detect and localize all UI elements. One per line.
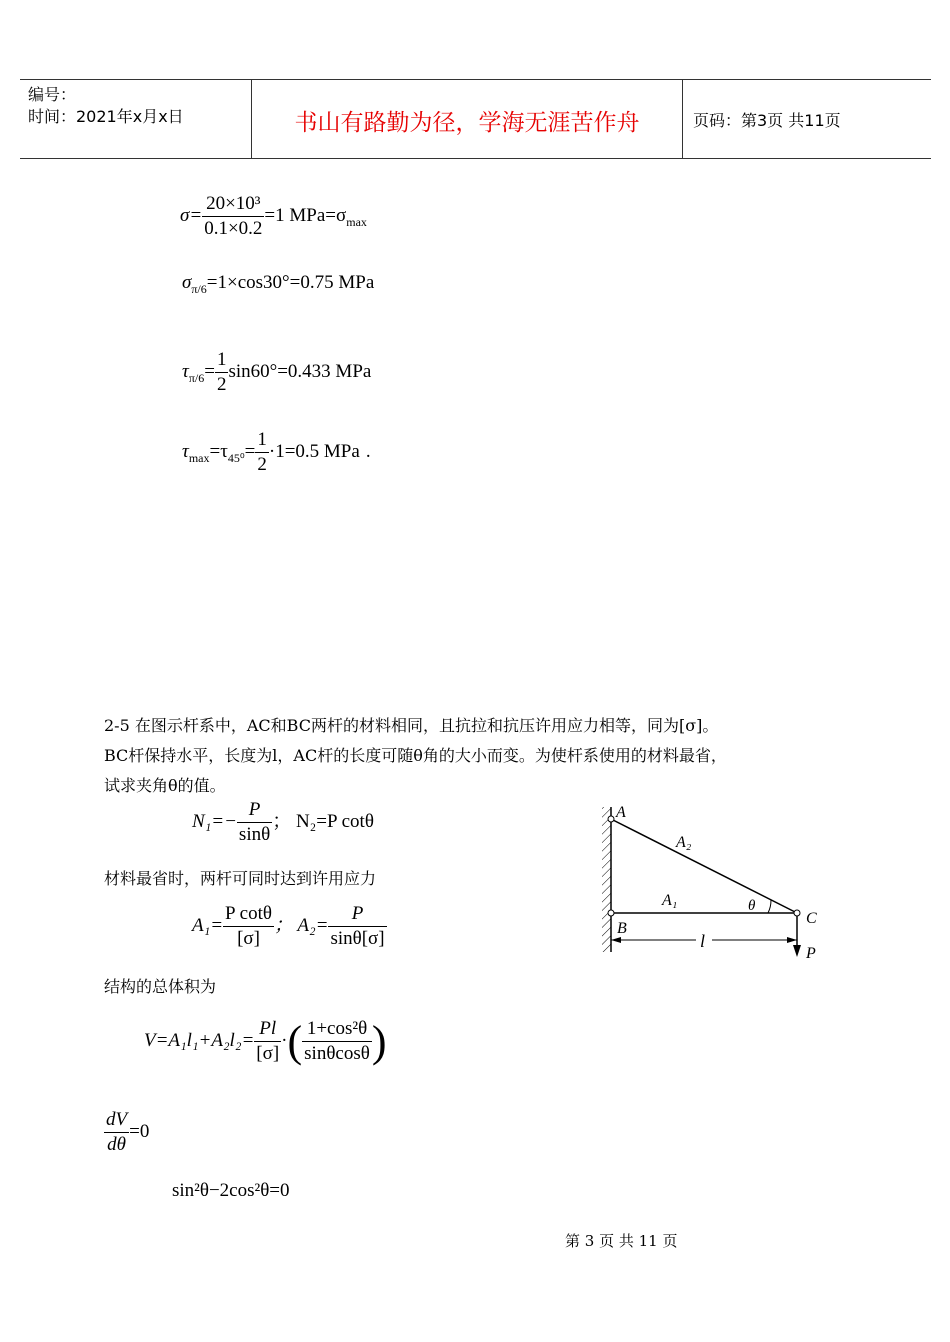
a-sep: ； A₂= [273,914,329,936]
n-sep: ； N₂=P cotθ [272,810,374,832]
label-a2: A₂ [676,834,692,851]
v-pnum: 1+cos²θ [302,1017,372,1042]
eq4-lhs: τ [182,440,189,462]
label-a1: A₁ [662,892,678,909]
eq4-sub1: max [188,450,210,465]
n1-fraction [237,798,272,847]
header-divider [682,80,683,158]
bar-ac [611,819,797,913]
v-fraction [254,1017,281,1066]
eq3-sub: π/6 [188,370,205,385]
eq3-den: 2 [216,374,227,395]
dim-arrow-left [611,937,621,943]
eq1-num: 20×10³ [202,192,264,217]
equation-sigma [180,192,367,241]
eq1-fraction [202,192,264,241]
label-p: P [806,945,816,962]
d-fraction [104,1108,129,1157]
joint-c [794,910,800,916]
v-den: [σ] [256,1043,280,1064]
eq3-num: 1 [215,348,229,373]
number-label: 编号： [28,85,77,104]
header-motto: 书山有路勤为径，学海无涯苦作舟 [294,110,640,136]
theta-arc [768,900,771,913]
a2-den: sinθ[σ] [330,928,385,949]
time-label: 时间：2021年x月x日 [28,107,184,126]
a2-num: P [328,902,386,927]
eq2-lhs: σ [182,272,192,293]
equation-a [192,902,387,951]
n1-lhs: N₁=− [192,810,237,832]
d-den: dθ [107,1134,126,1155]
left-paren: ( [287,1017,303,1066]
eq4-num: 1 [255,428,269,453]
joint-b [608,910,614,916]
equation-final: sin²θ−2cos²θ=0 [172,1180,290,1201]
a1-num: P cotθ [223,902,274,927]
v-pden: sinθcosθ [304,1043,370,1064]
a1-fraction [223,902,274,951]
problem-line-2: BC杆保持水平，长度为l，AC杆的长度可随θ角的大小而变。为使杆系使用的材料最省， [104,746,727,765]
text-volume: 结构的总体积为 [104,977,217,996]
a1-den: [σ] [237,928,260,949]
d-rhs: =0 [129,1120,150,1142]
eq4-mid: =τ [209,440,228,462]
problem-line-3: 试求夹角θ的值。 [104,776,226,795]
eq4-fraction [255,428,269,477]
eq4-sub2: 45⁰ [227,450,245,465]
page-header [20,79,931,159]
eq4-rhs: ·1=0.5 MPa [268,440,360,462]
label-theta: θ [748,898,756,914]
page-footer: 第 3 页 共 11 页 [565,1232,678,1250]
eq3-rhs: sin60°=0.433 MPa [228,360,372,382]
label-b: B [617,920,627,937]
n1-den: sinθ [238,824,271,845]
equation-derivative [104,1108,149,1157]
n1-num: P [237,798,272,823]
label-l: l [700,931,706,951]
problem-line-1: 2-5 在图示杆系中，AC和BC两杆的材料相同，且抗拉和抗压许用应力相等，同为[σ]。 [104,716,719,735]
eq2-rhs: =1×cos30°=0.75 MPa [206,272,375,293]
v-dot: · [281,1029,288,1051]
force-arrow [793,945,801,957]
a1-lhs: A₁= [192,914,224,936]
eq4-dot: . [365,440,371,462]
eq3-fraction [215,348,229,397]
eq2-sub: π/6 [191,282,207,296]
right-paren: ) [371,1017,387,1066]
equation-tau-pi6 [182,348,371,397]
v-paren-fraction [302,1017,372,1066]
eq3-eq: = [204,360,215,382]
equation-sigma-pi6 [182,272,374,297]
label-c: C [806,910,817,927]
v-num: Pl [254,1017,281,1042]
eq1-den: 0.1×0.2 [204,218,263,239]
eq1-sub: max [346,214,367,229]
label-a: A [616,804,626,821]
eq3-lhs: τ [182,360,189,382]
joint-a [608,816,614,822]
eq4-eq: = [244,440,256,462]
equation-n [192,798,374,847]
text-material: 材料最省时，两杆可同时达到许用应力 [104,869,377,888]
equation-tau-max [182,428,371,477]
eq4-den: 2 [257,454,267,475]
d-num: dV [104,1108,129,1133]
v-lhs: V=A₁l₁+A₂l₂= [144,1029,255,1051]
a2-fraction [328,902,386,951]
equation-v [144,1016,387,1067]
header-left [28,84,184,128]
eq1-lhs: σ= [180,204,203,226]
eq1-rhs: =1 MPa=σ [264,204,347,226]
header-page-info: 页码：第3页 共11页 [693,111,841,130]
truss-figure [590,795,830,965]
dim-arrow-right [787,937,797,943]
problem-statement [104,711,904,801]
wall-hatch [602,807,611,952]
